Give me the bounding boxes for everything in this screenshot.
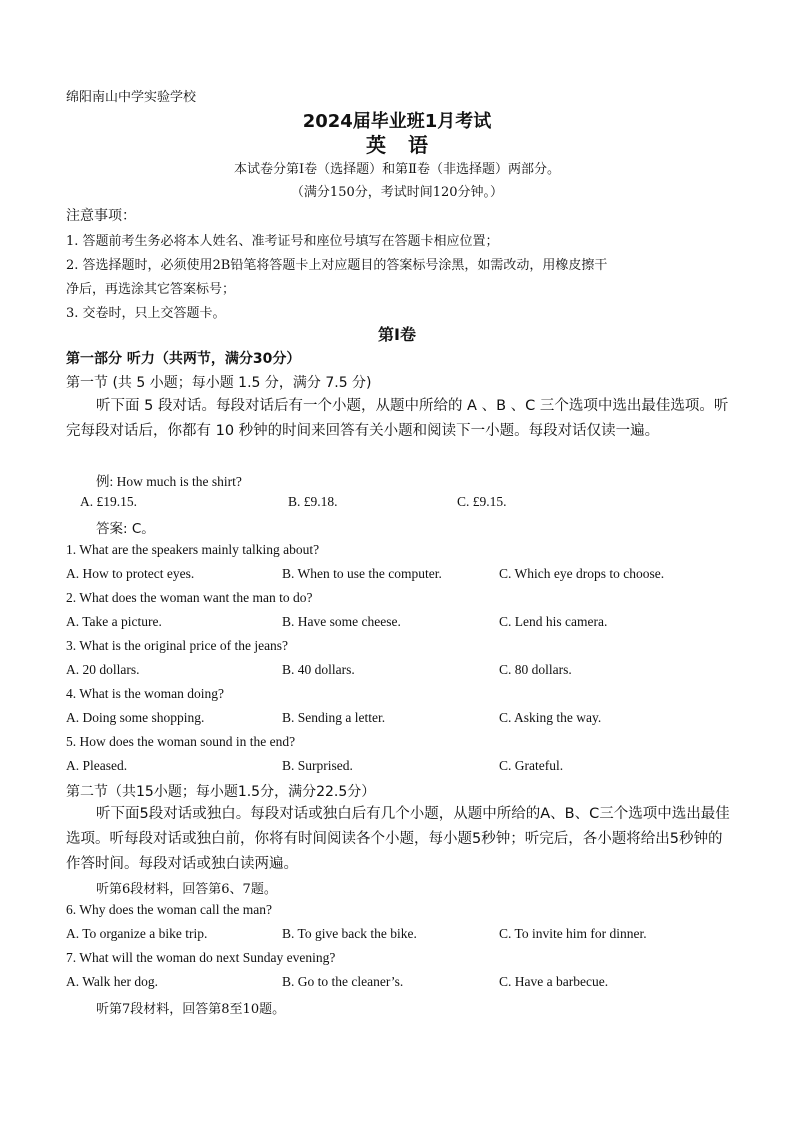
note-item: 2. 答选择题时，必须使用2B铅笔将答题卡上对应题目的答案标号涂黑，如需改动，用橡皮擦干	[66, 258, 608, 273]
section1-title: 第一节 (共 5 小题；每小题 1.5 分，满分 7.5 分)	[66, 375, 372, 391]
school-name: 绵阳南山中学实验学校	[66, 90, 197, 105]
question-6: 6. Why does the woman call the man?	[66, 902, 272, 917]
option-c: C. Have a barbecue.	[499, 974, 609, 989]
question-3: 3. What is the original price of the jeans?	[66, 638, 289, 653]
section2-instructions: 听下面5段对话或独白。每段对话或独白后有几个小题，从题中所给的A、B、C三个选项中选出最佳选项。听每段对话或独白前，你将有时间阅读各个小题，每小题5秒钟；听完后，各小题将给出5秒钟的作答时间。每段对话或独白读两遍。	[66, 806, 730, 872]
volume-title: 第I卷	[378, 325, 416, 344]
option-a: A. Pleased.	[66, 758, 128, 773]
option-a: A. Take a picture.	[66, 614, 162, 629]
option-b: B. Have some cheese.	[282, 614, 401, 629]
example-option-c: C. £9.15.	[457, 494, 507, 509]
option-c: C. 80 dollars.	[499, 662, 572, 677]
example-question: 例: How much is the shirt?	[96, 474, 242, 489]
example-option-b: B. £9.18.	[288, 494, 338, 509]
question-2: 2. What does the woman want the man to do?	[66, 590, 313, 605]
example-option-a: A. £19.15.	[80, 494, 137, 509]
option-c: C. Lend his camera.	[499, 614, 608, 629]
option-b: B. Sending a letter.	[282, 710, 386, 725]
note-item: 3. 交卷时，只上交答题卡。	[66, 306, 226, 321]
group-7-instruction: 听第7段材料，回答第8至10题。	[96, 1002, 286, 1017]
note-item: 净后，再选涂其它答案标号；	[66, 282, 236, 297]
note-item: 1. 答题前考生务必将本人姓名、准考证号和座位号填写在答题卡相应位置；	[66, 234, 499, 249]
option-b: B. 40 dollars.	[282, 662, 355, 677]
subject-title: 英语	[366, 133, 450, 157]
group-6-instruction: 听第6段材料，回答第6、7题。	[96, 882, 277, 897]
option-c: C. To invite him for dinner.	[499, 926, 647, 941]
option-a: A. To organize a bike trip.	[66, 926, 208, 941]
option-c: C. Grateful.	[499, 758, 564, 773]
question-5: 5. How does the woman sound in the end?	[66, 734, 296, 749]
option-b: B. When to use the computer.	[282, 566, 442, 581]
option-b: B. To give back the bike.	[282, 926, 417, 941]
example-answer: 答案: C。	[96, 521, 155, 537]
intro-line-2: （满分150分，考试时间120分钟。）	[290, 185, 504, 200]
option-a: A. How to protect eyes.	[66, 566, 195, 581]
section2-title: 第二节（共15小题；每小题1.5分，满分22.5分）	[66, 784, 376, 800]
notes-heading: 注意事项：	[66, 208, 136, 224]
option-b: B. Go to the cleaner’s.	[282, 974, 404, 989]
option-a: A. 20 dollars.	[66, 662, 140, 677]
option-b: B. Surprised.	[282, 758, 353, 773]
section1-instructions: 听下面 5 段对话。每段对话后有一个小题，从题中所给的 A 、B 、C 三个选项中选出最佳选项。听完每段对话后，你都有 10 秒钟的时间来回答有关小题和阅读下一小题。每段对话仅读一遍。	[66, 398, 729, 439]
intro-line-1: 本试卷分第Ⅰ卷（选择题）和第Ⅱ卷（非选择题）两部分。	[234, 162, 560, 177]
question-1: 1. What are the speakers mainly talking about?	[66, 542, 320, 557]
option-c: C. Which eye drops to choose.	[499, 566, 665, 581]
question-4: 4. What is the woman doing?	[66, 686, 224, 701]
option-a: A. Doing some shopping.	[66, 710, 205, 725]
question-7: 7. What will the woman do next Sunday evening?	[66, 950, 336, 965]
exam-title: 2024届毕业班1月考试	[302, 111, 492, 132]
part1-title: 第一部分 听力（共两节，满分30分）	[66, 351, 301, 367]
option-c: C. Asking the way.	[499, 710, 602, 725]
option-a: A. Walk her dog.	[66, 974, 159, 989]
